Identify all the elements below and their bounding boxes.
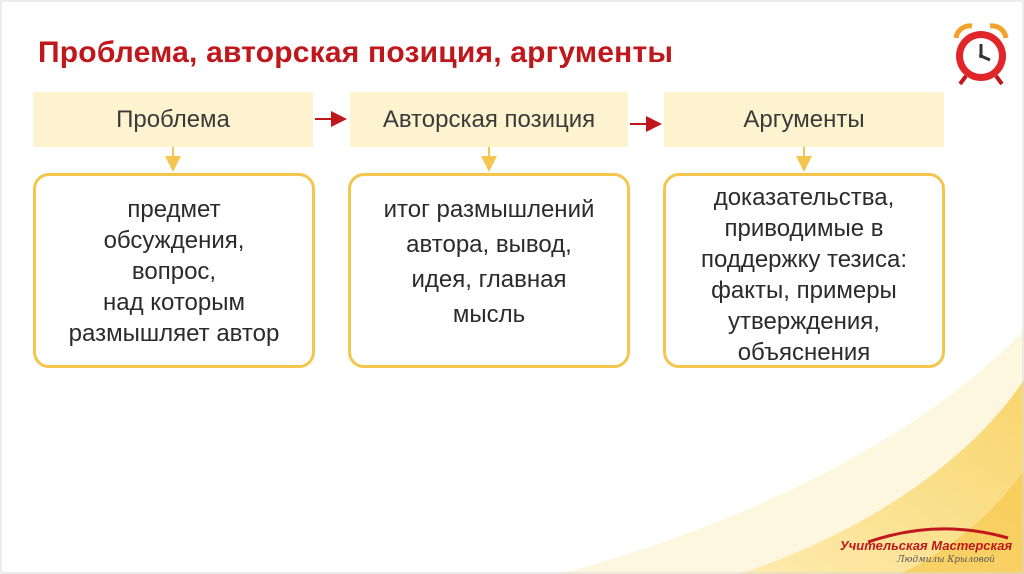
- brand-logo: [838, 524, 1014, 570]
- heading-problem-label: Проблема: [116, 105, 230, 133]
- heading-author-position: [350, 92, 628, 147]
- box-author-position-text: итог размышлений автора, вывод, идея, главная мысль: [383, 196, 595, 328]
- box-problem-text: предмет обсуждения, вопрос, над которым размышляет автор: [68, 196, 280, 347]
- heading-arguments: [664, 92, 944, 147]
- heading-author-position-label: Авторская позиция: [382, 105, 596, 133]
- box-author-position: [348, 173, 630, 368]
- slide-title: Проблема, авторская позиция, аргументы: [38, 36, 674, 69]
- box-arguments: [663, 173, 945, 368]
- heading-problem: [33, 92, 313, 147]
- logo-line-2: Людмилы Крыловой: [897, 555, 995, 565]
- alarm-clock-icon: [946, 18, 1016, 88]
- box-problem: [33, 173, 315, 368]
- box-arguments-text: доказательства, приводимые в поддержку тезиса: факты, примеры утверждения, объяснения: [701, 184, 907, 366]
- logo-line-1: Учительская Мастерская: [839, 538, 1013, 553]
- heading-arguments-label: Аргументы: [743, 105, 865, 133]
